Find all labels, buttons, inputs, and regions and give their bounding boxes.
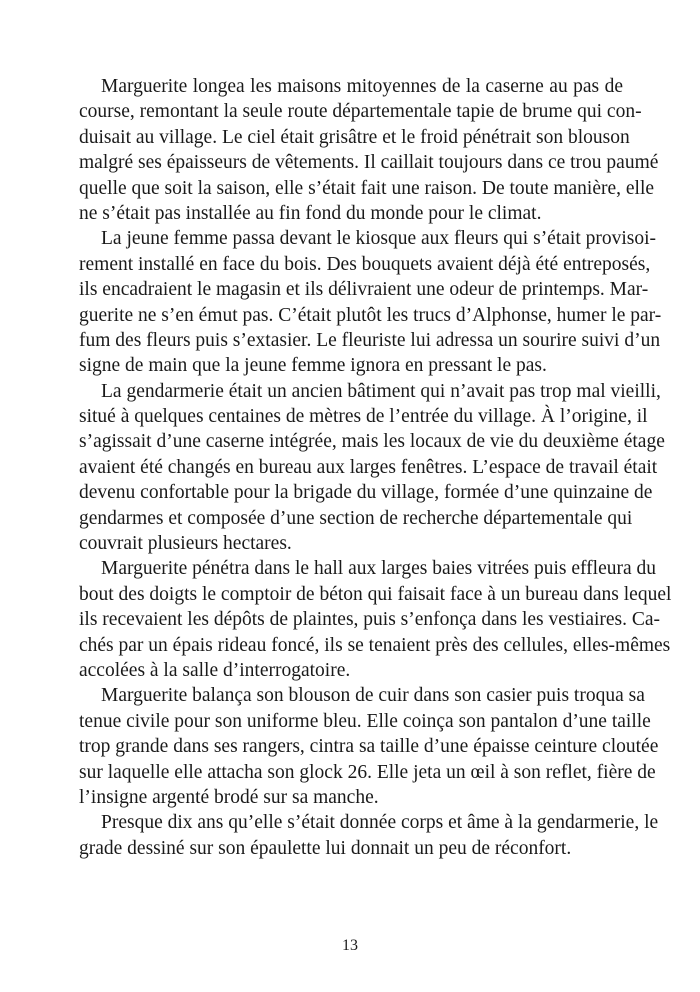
text-line: gendarmes et composée d’une section de recherche départementale qui [79, 507, 633, 529]
text-line: ne s’était pas installée au fin fond du monde pour le climat. [79, 202, 542, 224]
text-line: situé à quelques centaines de mètres de l’entrée du village. À l’origine, il [79, 406, 648, 428]
text-line: rement installé en face du bois. Des bouquets avaient déjà été entreposés, [79, 253, 651, 275]
text-line: malgré ses épaisseurs de vêtements. Il caillait toujours dans ce trou paumé [79, 152, 659, 174]
text-line: quelle que soit la saison, elle s’était fait une raison. De toute manière, elle [79, 177, 655, 199]
text-line: l’insigne argenté brodé sur sa manche. [79, 786, 379, 808]
paragraph [79, 556, 672, 683]
text-line: Marguerite pénétra dans le hall aux larges baies vitrées puis effleura du [101, 558, 657, 580]
page-number: 13 [342, 937, 358, 954]
text-line: trop grande dans ses rangers, cintra sa taille d’une épaisse ceinture cloutée [79, 736, 659, 758]
text-line: Marguerite longea les maisons mitoyennes de la caserne au pas de [101, 76, 623, 97]
text-line: devenu confortable pour la brigade du village, formée d’une quinzaine de [79, 482, 653, 504]
text-line: ils recevaient les dépôts de plaintes, puis s’enfonça dans les vestiaires. Ca- [79, 609, 661, 631]
text-line: signe de main que la jeune femme ignora en pressant le pas. [79, 355, 547, 377]
text-line: tenue civile pour son uniforme bleu. Elle coinça son pantalon d’une taille [79, 710, 651, 732]
text-line: course, remontant la seule route départementale tapie de brume qui con- [79, 101, 642, 123]
text-line: La jeune femme passa devant le kiosque aux fleurs qui s’était provisoi- [101, 228, 657, 250]
text-line: fum des fleurs puis s’extasier. Le fleuriste lui adressa un sourire suivi d’un [79, 329, 661, 351]
text-line: s’agissait d’une caserne intégrée, mais les locaux de vie du deuxième étage [79, 431, 665, 453]
text-line: ils encadraient le magasin et ils délivraient une odeur de printemps. Mar- [79, 279, 649, 301]
text-line: bout des doigts le comptoir de béton qui faisait face à un bureau dans lequel [79, 583, 672, 605]
text-line: duisait au village. Le ciel était grisâtre et le froid pénétrait son blouson [79, 126, 630, 148]
text-line: grade dessiné sur son épaulette lui donnait un peu de réconfort. [79, 837, 572, 859]
paragraph [79, 379, 665, 557]
paragraph [79, 810, 659, 861]
paragraph [79, 683, 659, 810]
text-line: chés par un épais rideau foncé, ils se tenaient près des cellules, elles-mêmes [79, 634, 671, 656]
body-text [79, 74, 672, 861]
text-line: avaient été changés en bureau aux larges fenêtres. L’espace de travail était [79, 456, 658, 478]
text-line: La gendarmerie était un ancien bâtiment qui n’avait pas trop mal vieilli, [101, 380, 661, 402]
text-line: accolées à la salle d’interrogatoire. [79, 659, 351, 681]
text-line: guerite ne s’en émut pas. C’était plutôt les trucs d’Alphonse, humer le par- [79, 304, 662, 326]
text-line: Marguerite balança son blouson de cuir dans son casier puis troqua sa [101, 685, 645, 707]
paragraph [79, 74, 659, 226]
text-line: Presque dix ans qu’elle s’était donnée corps et âme à la gendarmerie, le [101, 812, 659, 834]
text-line: sur laquelle elle attacha son glock 26. Elle jeta un œil à son reflet, fière de [79, 761, 656, 783]
paragraph [79, 226, 662, 378]
text-line: couvrait plusieurs hectares. [79, 533, 292, 555]
